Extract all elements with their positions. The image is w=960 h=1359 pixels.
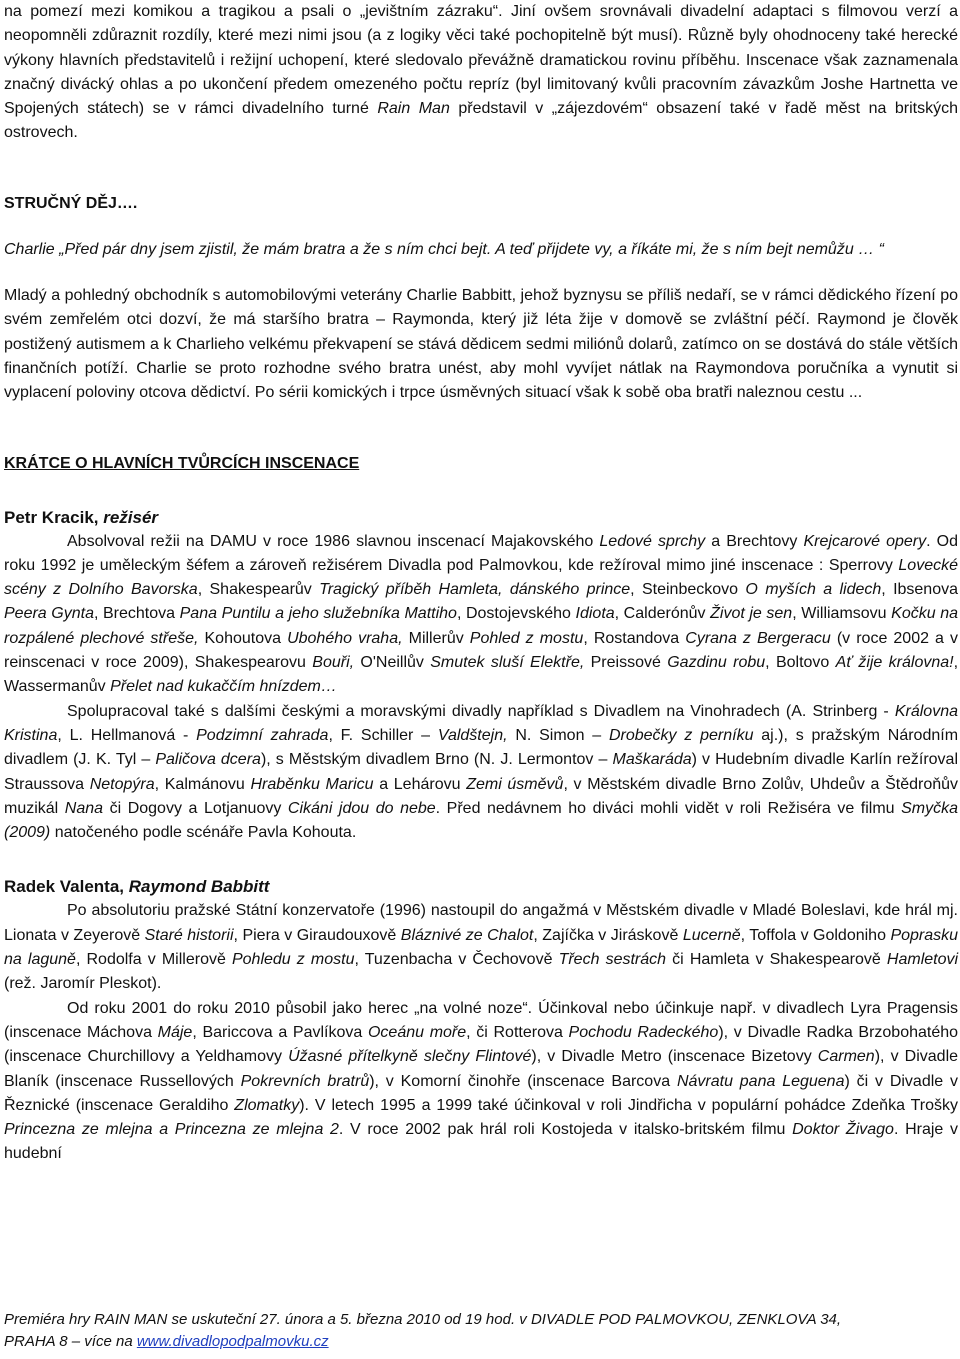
text-run: Absolvoval režii na DAMU v roce 1986 slavnou inscenací Majakovského [67, 532, 600, 550]
italic-title-run: Návratu pana Leguena [676, 1072, 845, 1090]
text-run: ) či v Divadle v Řeznické (inscenace Geraldiho [4, 1072, 959, 1114]
person-name: Petr Kracik, [4, 507, 99, 527]
text-run: . V roce 2002 pak hrál roli Kostojeda v italsko-britském filmu [338, 1121, 793, 1139]
italic-title-run: O myších a lidech [745, 581, 882, 599]
text-run: natočeného podle scénáře Pavla Kohouta. [50, 824, 357, 842]
text-run: a Lehárovu [373, 775, 467, 793]
italic-title-run: Úžasné přítelkyně slečny Flintové [288, 1048, 532, 1066]
text-run: , Piera v Giraudouxově [233, 926, 401, 944]
italic-title-run: Cyrana z Bergeracu [685, 629, 831, 647]
italic-title-run: Gazdinu robu [667, 654, 766, 672]
italic-title-run: Netopýra [89, 775, 155, 793]
page-footer [4, 1309, 958, 1353]
italic-title-run: Paličova dcera [155, 751, 261, 769]
text-run: , Kalmánovu [154, 775, 251, 793]
italic-title-run: Ledové sprchy [599, 532, 706, 550]
italic-title-run: Smyčka (2009) [4, 799, 959, 842]
text-run: ). V letech 1995 a 1999 také účinkoval v roli Jindřicha v populární pohádce Zdeňka Trošky [299, 1096, 959, 1114]
text-run: Kohoutova [198, 629, 288, 647]
italic-title-run: Bouři, [312, 654, 355, 672]
website-link[interactable]: www.divadlopodpalmovku.cz [136, 1333, 329, 1350]
text-run: N. Simon – [507, 726, 609, 744]
text-run: na pomezí mezi komikou a tragikou a psali o „jevištním zázraku“. Jiní ovšem srovnávali divadelní adaptaci s filmovou verzí a neopomněli zdůraznit rozdíly, které mezi nimi jsou (a z logiky věci také pochopitelně být musí). Různě byly ohodnoceny také herecké výkony hlavních představitelů i režijní uchopení, které sledovalo převážně dramatickou rovinu příběhu. Inscenace však zaznamenala značný divácký ohlas a po ukončení předem omezeného počtu repríz (byl limitovaný kvůli pracovním závazkům Joshe Hartnetta ve Spojených státech) se v rámci divadelního turné [4, 3, 958, 118]
person-name: Radek Valenta, [4, 877, 125, 897]
text-run: Millerův [402, 629, 470, 647]
italic-title-run: Poprasku na laguně [4, 926, 959, 969]
text-run: , Boltovo [765, 654, 836, 672]
valenta-bio-paragraph [4, 899, 958, 996]
footer-line-1: Premiéra hry RAIN MAN se uskuteční 27. února a 5. března 2010 od 19 hod. v DIVADLE POD PALMOVKOU, ZENKLOVA 34, [4, 1311, 842, 1328]
italic-title-run: Zlomatky [234, 1096, 300, 1114]
text-run: ), v Divadle Radka Brzobohatého (inscenace Churchillovy a Yeldhamovy [4, 1023, 959, 1066]
italic-title-run: Idiota [575, 605, 615, 623]
valenta-career-paragraph [4, 997, 958, 1167]
text-run: ), s Městským divadlem Brno (N. J. Lermontov – [260, 751, 613, 769]
italic-title-run: Podzimní zahrada [196, 726, 329, 744]
italic-title-run: Pohled z mostu [469, 629, 584, 647]
text-run: aj.), s pražským Národním divadlem (J. K. Tyl – [4, 726, 959, 769]
italic-title-run: Přelet nad kukaččím hnízdem… [110, 678, 337, 696]
italic-title-run: Oceánu moře [367, 1023, 467, 1041]
text-run: , Tuzenbacha v Čechovově [354, 951, 559, 969]
italic-title-run: Krejcarové opery [803, 532, 927, 550]
italic-title-run: Maškaráda [612, 751, 692, 769]
italic-title-run: Lovecké scény z Dolního Bavorska [4, 556, 958, 599]
person-role: režisér [103, 507, 159, 527]
italic-title-run: Carmen [817, 1048, 875, 1066]
text-run: , Williamsovu [792, 605, 892, 623]
text-run: , Toffola v Goldoniho [740, 926, 891, 944]
italic-title-run: Drobečky z perníku [608, 726, 754, 744]
text-run: , v Městském divadle Brno Zolův, Uhdeův a Štědroňův muzikál [4, 775, 959, 817]
text-run: , Zajíčka v Jiráskově [533, 926, 683, 944]
italic-title-run: Cikáni jdou do nebe [287, 799, 436, 817]
text-run: , Steinbeckovo [630, 581, 746, 599]
text-run: či Dogovy a Lotjanuovy [103, 799, 288, 817]
italic-title-run: Máje [157, 1023, 193, 1041]
text-run: . Od roku 1992 je uměleckým šéfem a zároveň režisérem Divadla pod Palmovkou, kde režíroval mimo jiné inscenace : Sperrovy [4, 532, 959, 574]
person-heading-valenta [4, 875, 958, 899]
italic-title-run: Třech sestrách [558, 951, 667, 969]
italic-title-run: Hamletovi [886, 951, 959, 969]
person-role: Raymond Babbitt [128, 877, 270, 897]
italic-title-run: Lucerně [682, 926, 741, 944]
text-run: a Brechtovy [705, 532, 804, 550]
italic-title-run: Smutek sluší Elektře, [430, 654, 585, 672]
text-run: Po absolutoriu pražské Státní konzervatoře (1996) nastoupil do angažmá v Městském divadle v Mladé Boleslavi, kde hrál mj. Lionata v Zeyerově [4, 902, 958, 944]
text-run: , L. Hellmanová - [57, 726, 197, 744]
text-run: (rež. Jaromír Pleskot). [4, 975, 162, 993]
text-run: či Hamleta v Shakespearově [666, 951, 887, 969]
italic-title-run: Pokrevních bratrů [240, 1072, 370, 1090]
italic-title-run: Nana [64, 799, 104, 817]
text-run: , Shakespearův [197, 581, 320, 599]
text-run: , Ibsenova [881, 581, 958, 599]
text-run: Preissové [584, 654, 668, 672]
italic-title-run: Princezna ze mlejna a Princezna ze mlejna 2 [4, 1121, 339, 1139]
person-heading-kracik [4, 506, 958, 530]
italic-title-run: Tragický příběh Hamleta, dánského prince [319, 581, 631, 599]
text-run: . Před nedávnem ho diváci mohli vidět v roli Režiséra ve filmu [435, 799, 902, 817]
footer-line-2 [4, 1331, 958, 1353]
text-run: , Rodolfa v Millerově [75, 951, 232, 969]
footer-prefix: PRAHA 8 – více na [4, 1333, 137, 1350]
italic-title-run: Valdštejn, [437, 726, 508, 744]
text-run: , Bariccova a Pavlíkova [192, 1023, 368, 1041]
text-run: , Calderónův [614, 605, 711, 623]
text-run: ), v Divadle Blaník (inscenace Russellových [4, 1048, 959, 1090]
text-run: , Brechtova [93, 605, 180, 623]
creators-heading: KRÁTCE O HLAVNÍCH TVŮRCÍCH INSCENACE [4, 454, 360, 472]
document-page [4, 0, 958, 1167]
text-run: (v roce 2002 a v reinscenaci v roce 2009), Shakespearovu [4, 629, 959, 672]
text-run: , Wassermanův [4, 654, 959, 696]
italic-title-run: Staré historii [144, 926, 234, 944]
italic-title-run: Pohledu z mostu [231, 951, 355, 969]
text-run: , Rostandova [583, 629, 686, 647]
italic-title-run: Zemi úsměvů [466, 775, 564, 793]
text-run: . Hraje v hudební [4, 1121, 958, 1163]
italic-title-run: Ubohého vraha, [287, 629, 403, 647]
text-run: Spolupracoval také s dalšími českými a moravskými divadly například s Divadlem na Vinohradech (A. Strinberg - [67, 702, 895, 720]
text-run: ) v Hudebním divadle Karlín režíroval Straussova [4, 751, 959, 793]
italic-title-run: Ať žije královna! [835, 654, 954, 672]
synopsis-quote: Charlie „Před pár dny jsem zjistil, že mám bratra a že s ním chci bejt. A teď přijdete vy, a říkáte mi, že s ním bejt nemůžu … “ [4, 240, 884, 258]
italic-title-run: Kočku na rozpálené plechové střeše, [4, 605, 959, 647]
text-run: , Dostojevského [456, 605, 576, 623]
synopsis-heading: STRUČNÝ DĚJ…. [4, 194, 138, 212]
synopsis-body: Mladý a pohledný obchodník s automobilovými veterány Charlie Babbitt, jehož byznysu se příliš nedaří, se v rámci dědického řízení po svém zemřelém otci dozví, že má staršího bratra – Raymonda, který již léta žije v domově se zvláštní péčí. Raymond je člověk postižený autismem a k Charlieho velkému překvapení se stává dědicem sedmi miliónů dolarů, zatímco on se dostává do stále větších finančních potíží. Charlie se proto rozhodne svého bratra unést, aby mohl vyvíjet nátlak na Raymondova poručníka a vynutit si vyplacení poloviny otcova dědictví. Po sérii komických i trpce úsměvných situací však k sobě oba bratři naleznou cestu ... [4, 287, 958, 402]
text-run: , F. Schiller – [328, 726, 438, 744]
text-run: ), v Divadle Metro (inscenace Bizetovy [531, 1048, 818, 1066]
kracik-collab-paragraph [4, 700, 958, 846]
kracik-bio-paragraph [4, 530, 958, 700]
italic-title-run: Královna Kristina [4, 702, 958, 744]
italic-title-run: Život je sen [710, 605, 793, 623]
italic-title-run: Peera Gynta [4, 605, 94, 623]
intro-paragraph [4, 0, 958, 146]
text-run: ), v Komorní činohře (inscenace Barcova [369, 1072, 677, 1090]
italic-title-run: Doktor Živago [792, 1121, 894, 1139]
italic-title-run: Rain Man [377, 100, 450, 118]
italic-title-run: Pana Puntilu a jeho služebníka Mattiho [179, 605, 457, 623]
text-run: O'Neillův [354, 654, 431, 672]
text-run: Od roku 2001 do roku 2010 působil jako herec „na volné noze“. Účinkoval nebo účinkuje např. v divadlech Lyra Pragensis (inscenace Máchova [4, 999, 958, 1041]
text-run: představil v „zájezdovém“ obsazení také v řadě měst na britských ostrovech. [4, 100, 958, 142]
italic-title-run: Bláznivé ze Chalot [400, 926, 534, 944]
italic-title-run: Hraběnku Maricu [250, 775, 374, 793]
italic-title-run: Pochodu Radeckého [568, 1023, 719, 1041]
text-run: , či Rotterova [466, 1023, 569, 1041]
